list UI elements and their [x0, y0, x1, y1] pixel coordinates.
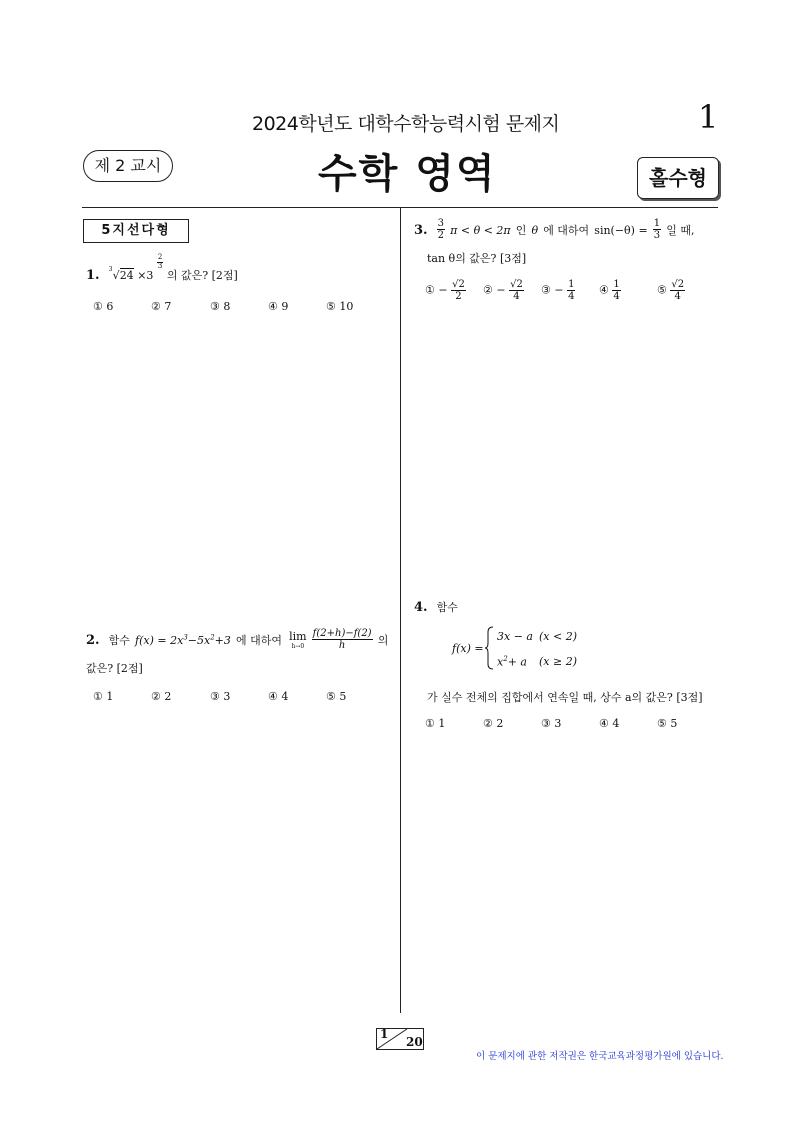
question-number: 2.	[86, 633, 100, 648]
q1-option-4[interactable]: ④ 9	[268, 300, 289, 313]
question-4-line: 가 실수 전체의 집합에서 연속일 때, 상수 a의 값은? [3점]	[427, 691, 703, 704]
radicand: 24	[119, 269, 134, 282]
question-3	[414, 218, 695, 241]
question-3-line2: tan θ의 값은? [3점]	[427, 252, 527, 265]
q4-option-1[interactable]: ① 1	[425, 717, 446, 730]
theta-inequality: π < θ < 2π	[450, 224, 511, 237]
page-number-large: 1	[698, 98, 719, 136]
q1-option-2[interactable]: ② 7	[151, 300, 172, 313]
case-2-expression: $x^2+ a$	[497, 655, 527, 669]
lead-fraction: $\frac{3}{2}$	[437, 218, 445, 241]
sine-expression: sin(−θ) =	[594, 224, 648, 237]
difference-quotient: $\frac{f(2+h)-f(2)}{h}$	[312, 628, 372, 651]
question-1-expression: 3 √24 ×3 $\frac{2}{3}$ 의 값은? [2점]	[108, 253, 238, 282]
section-label: 5지선다형	[83, 219, 189, 243]
q1-option-1[interactable]: ① 6	[93, 300, 114, 313]
question-2-prefix: 함수	[108, 634, 130, 647]
question-number: 4.	[414, 600, 428, 615]
question-2-line2: 값은? [2점]	[86, 662, 143, 675]
page-current: 1	[380, 1027, 389, 1041]
case-1-expression: 3x − a	[497, 630, 533, 643]
q3-tail: 일 때,	[666, 224, 695, 237]
case-2-condition: (x ≥ 2)	[539, 655, 577, 668]
form-type-badge: 홀수형	[637, 157, 719, 199]
sine-value: $\frac{1}{3}$	[653, 218, 661, 241]
q4-option-2[interactable]: ② 2	[483, 717, 504, 730]
q3-option-1[interactable]: ① − $\frac{√2}{2}$	[425, 279, 465, 302]
theta-symbol: θ	[531, 224, 539, 237]
copyright-notice: 이 문제지에 관한 저작권은 한국교육과정평가원에 있습니다.	[476, 1051, 724, 1062]
q4-option-3[interactable]: ③ 3	[541, 717, 562, 730]
period-badge: 제 2 교시	[83, 150, 173, 182]
question-2-middle: 에 대하여	[235, 634, 282, 647]
q2-option-4[interactable]: ④ 4	[268, 690, 289, 703]
piecewise-lhs: f(x) =	[452, 642, 484, 655]
function-expression: $f(x) = 2x^3-5x^2+3$	[135, 633, 231, 647]
case-1-condition: (x < 2)	[539, 630, 577, 643]
q4-option-5[interactable]: ⑤ 5	[657, 717, 678, 730]
q3-text-2: 에 대하여	[543, 224, 590, 237]
limit-operator: lim h→0	[289, 629, 307, 650]
q4-intro: 함수	[436, 601, 458, 614]
question-4	[414, 596, 458, 615]
root-index: 3	[108, 266, 113, 273]
exponent-numerator: 2	[157, 253, 163, 261]
q1-option-5[interactable]: ⑤ 10	[326, 300, 354, 313]
q3-option-2[interactable]: ② − $\frac{√2}{4}$	[483, 279, 523, 302]
page-total: 20	[406, 1035, 423, 1049]
question-1	[86, 253, 238, 283]
question-number: 1.	[86, 268, 100, 283]
question-1-suffix: 의 값은? [2점]	[166, 269, 238, 282]
q2-option-2[interactable]: ② 2	[151, 690, 172, 703]
column-divider	[400, 207, 401, 1013]
question-number: 3.	[414, 223, 428, 238]
q3-option-3[interactable]: ③ − $\frac{1}{4}$	[541, 279, 575, 302]
q1-option-3[interactable]: ③ 8	[210, 300, 231, 313]
question-2	[86, 628, 388, 651]
q2-option-3[interactable]: ③ 3	[210, 690, 231, 703]
question-2-suffix: 의	[377, 634, 389, 647]
left-brace-icon	[485, 626, 495, 670]
q4-option-4[interactable]: ④ 4	[599, 717, 620, 730]
q3-text-1: 인	[515, 224, 527, 237]
exponent-denominator: 3	[157, 261, 163, 270]
q3-option-5[interactable]: ⑤ $\frac{√2}{4}$	[657, 279, 685, 302]
q2-option-5[interactable]: ⑤ 5	[326, 690, 347, 703]
q3-option-4[interactable]: ④ $\frac{1}{4}$	[599, 279, 620, 302]
q2-option-1[interactable]: ① 1	[93, 690, 114, 703]
times-base: ×3	[137, 269, 154, 282]
subject-title: 수학 영역	[318, 151, 497, 197]
exam-title: 2024학년도 대학수학능력시험 문제지	[252, 113, 560, 135]
